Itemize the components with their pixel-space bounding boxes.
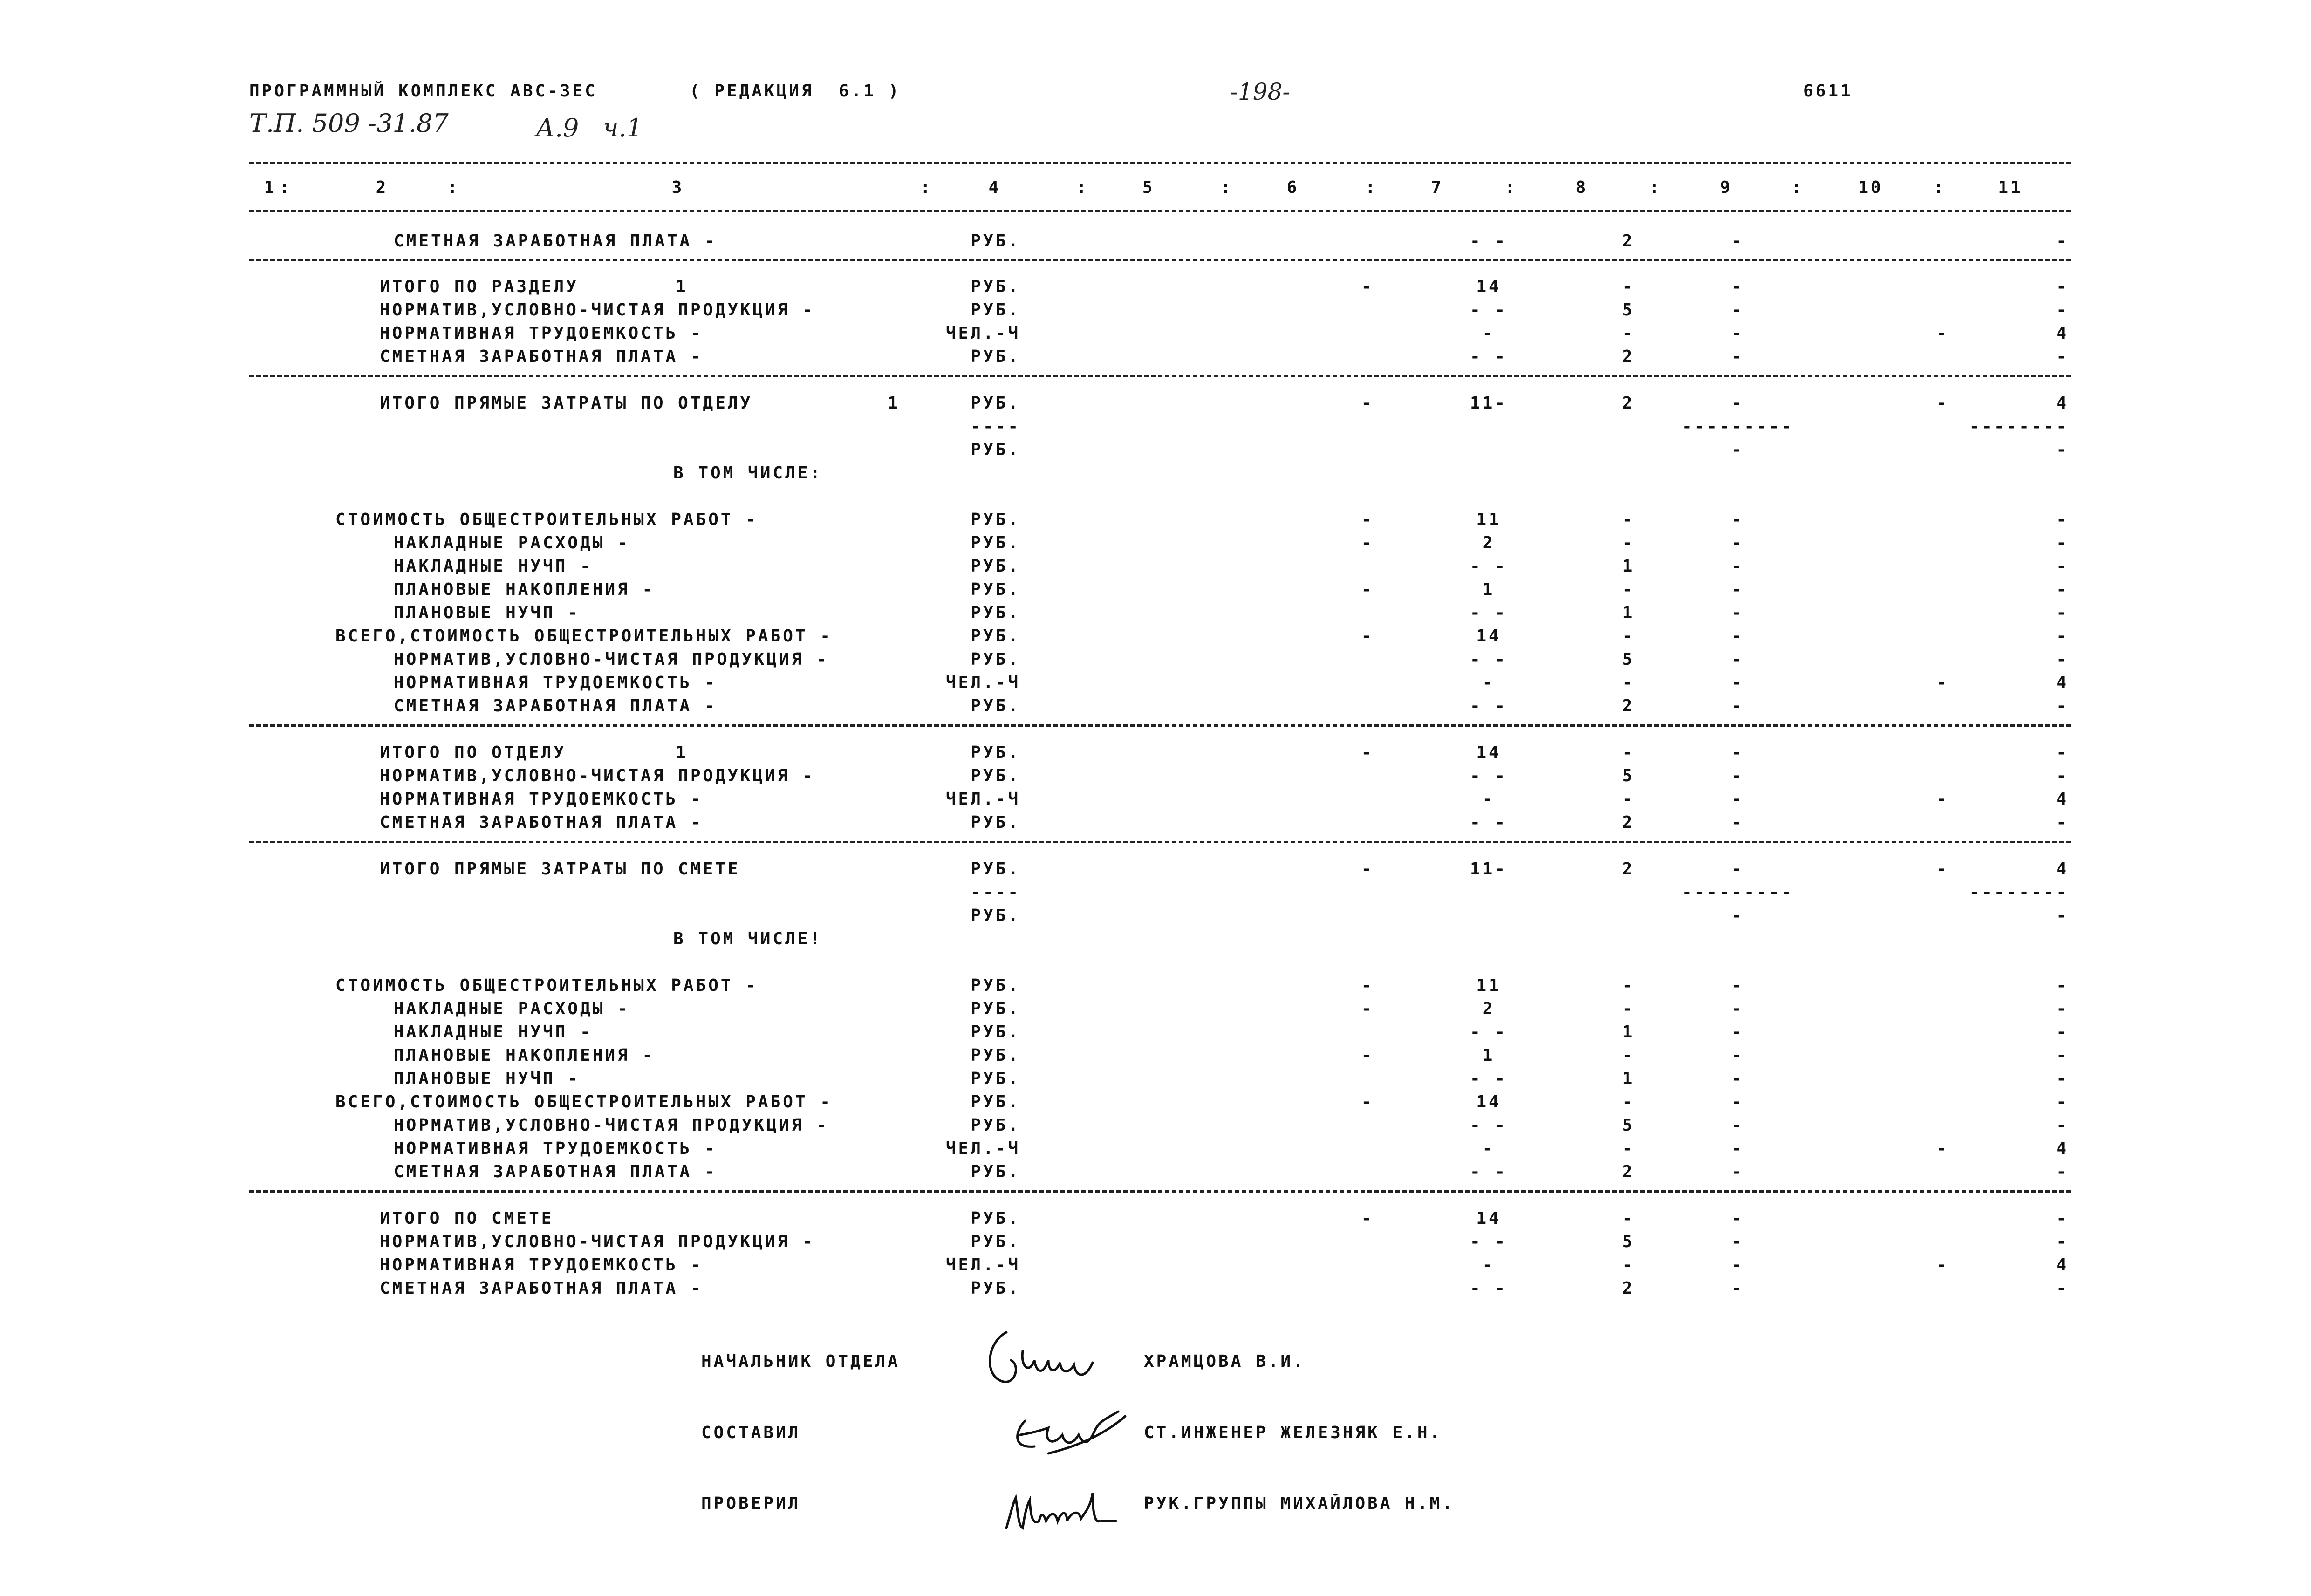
row-value-c10: - <box>1731 673 1744 692</box>
row-value-c9: - <box>1622 1139 1635 1158</box>
signature-name: РУК.ГРУППЫ МИХАЙЛОВА Н.М. <box>1144 1494 1455 1513</box>
row-value-c10: --------- <box>1682 883 1794 902</box>
row-value-c13: 4 <box>2056 1255 2069 1275</box>
row-value-c8: - - <box>1470 1162 1508 1181</box>
row-value-c8: - <box>1482 1255 1495 1275</box>
row-value-c7: - <box>1361 627 1374 646</box>
row-value-c10: - <box>1731 1255 1744 1275</box>
row-value-c10: - <box>1731 743 1744 762</box>
row-value-c10: - <box>1731 650 1744 669</box>
row-value-c10: - <box>1731 1279 1744 1298</box>
row-unit: РУБ. <box>971 1209 1020 1228</box>
row-unit: РУБ. <box>971 1069 1020 1088</box>
row-value-c10: - <box>1731 906 1744 925</box>
row-value-c8: - - <box>1470 696 1508 716</box>
row-label: НОРМАТИВНАЯ ТРУДОЕМКОСТЬ - <box>394 673 717 692</box>
row-label: СТОИМОСТЬ ОБЩЕСТРОИТЕЛЬНЫХ РАБОТ - <box>335 510 758 529</box>
row-label: НОРМАТИВ,УСЛОВНО-ЧИСТАЯ ПРОДУКЦИЯ - <box>394 650 829 669</box>
row-unit: РУБ. <box>971 1116 1020 1135</box>
row-unit: РУБ. <box>971 766 1020 785</box>
column-header: 7 <box>1431 178 1444 197</box>
row-value-c9: - <box>1622 1255 1635 1275</box>
row-value-c9: 2 <box>1622 859 1635 879</box>
row-value-c10: - <box>1731 1232 1744 1251</box>
row-value-c8: - - <box>1470 1023 1508 1042</box>
row-value-c8: - - <box>1470 650 1508 669</box>
row-value-c10: - <box>1731 1139 1744 1158</box>
row-label: ПЛАНОВЫЕ НУЧП - <box>394 1069 581 1088</box>
column-header: 4 <box>988 178 1001 197</box>
row-value-c13: - <box>2056 1092 2069 1112</box>
row-unit: РУБ. <box>971 440 1020 459</box>
row-value-c9: 1 <box>1622 1023 1635 1042</box>
row-value-c8: - - <box>1470 766 1508 785</box>
row-value-c10: - <box>1731 813 1744 832</box>
row-value-c8: 14 <box>1476 1092 1501 1112</box>
program-name: ПРОГРАММНЫЙ КОМПЛЕКС АВС-3ЕС <box>249 82 597 101</box>
row-label: ПЛАНОВЫЕ НАКОПЛЕНИЯ - <box>394 580 655 599</box>
row-unit: РУБ. <box>971 533 1020 552</box>
row-value-c7: - <box>1361 1092 1374 1112</box>
row-value-c13: - <box>2056 1279 2069 1298</box>
row-value-c13: 4 <box>2056 1139 2069 1158</box>
row-unit: РУБ. <box>971 1232 1020 1251</box>
column-header: 5 <box>1142 178 1155 197</box>
row-value-c8: 2 <box>1482 999 1495 1018</box>
row-label: ИТОГО ПО РАЗДЕЛУ <box>380 277 579 296</box>
row-value-c13: 4 <box>2056 673 2069 692</box>
row-value-c7: - <box>1361 277 1374 296</box>
row-unit: РУБ. <box>971 300 1020 320</box>
row-value-c8: 11- <box>1470 859 1508 879</box>
row-value-c13: 4 <box>2056 859 2069 879</box>
signature-compiler <box>1006 1402 1132 1463</box>
section-separator <box>249 375 2071 377</box>
row-unit: РУБ. <box>971 580 1020 599</box>
row-value-c13: - <box>2056 906 2069 925</box>
row-value-c10: - <box>1731 1069 1744 1088</box>
row-unit: РУБ. <box>971 277 1020 296</box>
row-value-c10: - <box>1731 1209 1744 1228</box>
row-value-c8: - <box>1482 673 1495 692</box>
row-value-c10: - <box>1731 533 1744 552</box>
row-value-c13: - <box>2056 277 2069 296</box>
row-value-c13: - <box>2056 766 2069 785</box>
row-value-c9: - <box>1622 976 1635 995</box>
row-value-c13: - <box>2056 347 2069 366</box>
row-value-c10: --------- <box>1682 417 1794 436</box>
signature-role: ПРОВЕРИЛ <box>701 1494 801 1513</box>
signature-head-of-department <box>978 1323 1100 1393</box>
row-value-c13: - <box>2056 300 2069 320</box>
column-header: 8 <box>1575 178 1588 197</box>
row-value-c13: - <box>2056 557 2069 576</box>
row-value-c8: - <box>1482 790 1495 809</box>
row-value-c9: 5 <box>1622 766 1635 785</box>
row-label: НОРМАТИВНАЯ ТРУДОЕМКОСТЬ - <box>394 1139 717 1158</box>
row-unit: РУБ. <box>971 859 1020 879</box>
row-value-c10: - <box>1731 1046 1744 1065</box>
row-value-c9: - <box>1622 533 1635 552</box>
row-value-c13: - <box>2056 232 2069 251</box>
row-value-c12: - <box>1936 790 1949 809</box>
row-value-c8: 14 <box>1476 277 1501 296</box>
row-value-c9: 5 <box>1622 650 1635 669</box>
row-value-c9: 5 <box>1622 1116 1635 1135</box>
row-section-number: 1 <box>888 394 900 413</box>
row-value-c9: 2 <box>1622 813 1635 832</box>
row-value-c9: - <box>1622 580 1635 599</box>
row-value-c10: - <box>1731 580 1744 599</box>
row-value-c13: - <box>2056 510 2069 529</box>
row-unit: ЧЕЛ.-Ч <box>945 673 1020 692</box>
row-value-c13: - <box>2056 1232 2069 1251</box>
row-value-c10: - <box>1731 557 1744 576</box>
row-section-number: 1 <box>676 277 688 296</box>
row-value-c8: 14 <box>1476 627 1501 646</box>
row-unit: РУБ. <box>971 1162 1020 1181</box>
row-label: В ТОМ ЧИСЛЕ: <box>673 464 823 483</box>
row-label: ИТОГО ПО СМЕТЕ <box>380 1209 554 1228</box>
row-value-c8: - - <box>1470 232 1508 251</box>
row-value-c13: -------- <box>1969 417 2069 436</box>
row-value-c7: - <box>1361 510 1374 529</box>
row-value-c9: - <box>1622 1209 1635 1228</box>
row-value-c13: -------- <box>1969 883 2069 902</box>
row-value-c8: - - <box>1470 347 1508 366</box>
row-value-c12: - <box>1936 1255 1949 1275</box>
row-value-c7: - <box>1361 976 1374 995</box>
row-value-c7: - <box>1361 1046 1374 1065</box>
row-value-c7: - <box>1361 580 1374 599</box>
row-value-c13: - <box>2056 1209 2069 1228</box>
row-value-c13: 4 <box>2056 394 2069 413</box>
row-value-c9: 2 <box>1622 232 1635 251</box>
row-value-c9: 1 <box>1622 557 1635 576</box>
header-bottom-rule <box>249 210 2071 212</box>
row-value-c10: - <box>1731 1162 1744 1181</box>
row-label: СТОИМОСТЬ ОБЩЕСТРОИТЕЛЬНЫХ РАБОТ - <box>335 976 758 995</box>
row-value-c13: - <box>2056 627 2069 646</box>
row-unit: РУБ. <box>971 557 1020 576</box>
row-value-c9: 2 <box>1622 1279 1635 1298</box>
row-value-c10: - <box>1731 790 1744 809</box>
row-value-c10: - <box>1731 696 1744 716</box>
row-label: НОРМАТИВ,УСЛОВНО-ЧИСТАЯ ПРОДУКЦИЯ - <box>394 1116 829 1135</box>
row-value-c10: - <box>1731 277 1744 296</box>
row-value-c10: - <box>1731 300 1744 320</box>
row-value-c10: - <box>1731 766 1744 785</box>
row-value-c12: - <box>1936 1139 1949 1158</box>
row-value-c13: 4 <box>2056 790 2069 809</box>
edition-label: ( РЕДАКЦИЯ 6.1 ) <box>690 82 901 101</box>
signature-name: СТ.ИНЖЕНЕР ЖЕЛЕЗНЯК Е.Н. <box>1144 1423 1443 1442</box>
row-value-c13: - <box>2056 976 2069 995</box>
row-value-c8: - <box>1482 324 1495 343</box>
section-separator <box>249 1190 2071 1193</box>
row-value-c10: - <box>1731 232 1744 251</box>
section-separator <box>249 724 2071 727</box>
row-value-c7: - <box>1361 533 1374 552</box>
row-value-c10: - <box>1731 627 1744 646</box>
row-unit: РУБ. <box>971 510 1020 529</box>
row-value-c10: - <box>1731 347 1744 366</box>
row-label: ПЛАНОВЫЕ НАКОПЛЕНИЯ - <box>394 1046 655 1065</box>
column-header: 3 <box>671 178 684 197</box>
row-value-c10: - <box>1731 603 1744 622</box>
row-value-c9: - <box>1622 1046 1635 1065</box>
row-value-c9: - <box>1622 999 1635 1018</box>
row-label: В ТОМ ЧИСЛЕ! <box>673 929 823 948</box>
row-value-c8: - - <box>1470 1116 1508 1135</box>
row-label: НОРМАТИВНАЯ ТРУДОЕМКОСТЬ - <box>380 790 703 809</box>
row-value-c9: - <box>1622 673 1635 692</box>
row-label: НОРМАТИВ,УСЛОВНО-ЧИСТАЯ ПРОДУКЦИЯ - <box>380 1232 815 1251</box>
row-value-c7: - <box>1361 859 1374 879</box>
handwritten-reference: Т.П. 509 -31.87 <box>249 109 449 138</box>
signature-name: ХРАМЦОВА В.И. <box>1144 1352 1306 1371</box>
row-value-c8: 2 <box>1482 533 1495 552</box>
signature-checker <box>997 1484 1118 1540</box>
column-header: 10 <box>1858 178 1883 197</box>
row-value-c8: 11- <box>1470 394 1508 413</box>
table-top-rule <box>249 162 2071 164</box>
row-value-c9: - <box>1622 324 1635 343</box>
row-value-c9: 1 <box>1622 603 1635 622</box>
row-value-c13: - <box>2056 1069 2069 1088</box>
row-unit: РУБ. <box>971 603 1020 622</box>
row-value-c9: 5 <box>1622 1232 1635 1251</box>
row-label: ИТОГО ПРЯМЫЕ ЗАТРАТЫ ПО ОТДЕЛУ <box>380 394 753 413</box>
row-unit: РУБ. <box>971 743 1020 762</box>
row-value-c13: - <box>2056 440 2069 459</box>
row-unit: ЧЕЛ.-Ч <box>945 1139 1020 1158</box>
row-label: НОРМАТИВНАЯ ТРУДОЕМКОСТЬ - <box>380 1255 703 1275</box>
row-value-c8: - - <box>1470 300 1508 320</box>
row-value-c7: - <box>1361 1209 1374 1228</box>
row-unit: РУБ. <box>971 906 1020 925</box>
signature-role: СОСТАВИЛ <box>701 1423 801 1442</box>
row-value-c12: - <box>1936 859 1949 879</box>
row-value-c8: 14 <box>1476 743 1501 762</box>
row-label: СМЕТНАЯ ЗАРАБОТНАЯ ПЛАТА - <box>394 1162 717 1181</box>
row-unit: РУБ. <box>971 1046 1020 1065</box>
row-value-c9: - <box>1622 510 1635 529</box>
row-section-number: 1 <box>676 743 688 762</box>
row-label: НАКЛАДНЫЕ НУЧП - <box>394 1023 593 1042</box>
row-label: СМЕТНАЯ ЗАРАБОТНАЯ ПЛАТА - <box>380 1279 703 1298</box>
document-code: 6611 <box>1803 82 1853 101</box>
row-value-c13: - <box>2056 603 2069 622</box>
row-value-c10: - <box>1731 1092 1744 1112</box>
row-label: НАКЛАДНЫЕ НУЧП - <box>394 557 593 576</box>
row-value-c9: - <box>1622 743 1635 762</box>
row-value-c8: - - <box>1470 813 1508 832</box>
row-value-c10: - <box>1731 394 1744 413</box>
column-header: 2 <box>376 178 389 197</box>
row-unit: РУБ. <box>971 1279 1020 1298</box>
row-value-c13: - <box>2056 1046 2069 1065</box>
row-value-c8: 14 <box>1476 1209 1501 1228</box>
row-value-c9: - <box>1622 790 1635 809</box>
row-unit: РУБ. <box>971 347 1020 366</box>
row-unit: ---- <box>971 883 1020 902</box>
row-value-c13: - <box>2056 580 2069 599</box>
row-label: НАКЛАДНЫЕ РАСХОДЫ - <box>394 999 630 1018</box>
row-value-c9: 2 <box>1622 347 1635 366</box>
handwritten-album: А.9 ч.1 <box>536 113 643 143</box>
row-unit: РУБ. <box>971 627 1020 646</box>
row-label: СМЕТНАЯ ЗАРАБОТНАЯ ПЛАТА - <box>380 347 703 366</box>
row-label: НОРМАТИВ,УСЛОВНО-ЧИСТАЯ ПРОДУКЦИЯ - <box>380 766 815 785</box>
row-value-c9: - <box>1622 627 1635 646</box>
row-label: СМЕТНАЯ ЗАРАБОТНАЯ ПЛАТА - <box>394 232 717 251</box>
section-separator <box>249 259 2071 261</box>
column-header: 6 <box>1286 178 1299 197</box>
row-value-c10: - <box>1731 999 1744 1018</box>
row-label: ИТОГО ПО ОТДЕЛУ <box>380 743 567 762</box>
row-value-c13: - <box>2056 533 2069 552</box>
row-value-c12: - <box>1936 394 1949 413</box>
column-header: 11 <box>1998 178 2023 197</box>
row-value-c12: - <box>1936 673 1949 692</box>
row-value-c8: - - <box>1470 1232 1508 1251</box>
row-value-c8: - <box>1482 1139 1495 1158</box>
row-label: СМЕТНАЯ ЗАРАБОТНАЯ ПЛАТА - <box>380 813 703 832</box>
row-label: ВСЕГО,СТОИМОСТЬ ОБЩЕСТРОИТЕЛЬНЫХ РАБОТ - <box>335 627 833 646</box>
row-value-c7: - <box>1361 999 1374 1018</box>
column-header: 1 <box>264 178 277 197</box>
row-value-c13: - <box>2056 1023 2069 1042</box>
signature-role: НАЧАЛЬНИК ОТДЕЛА <box>701 1352 900 1371</box>
row-value-c13: 4 <box>2056 324 2069 343</box>
row-value-c9: 2 <box>1622 394 1635 413</box>
row-value-c7: - <box>1361 394 1374 413</box>
row-value-c7: - <box>1361 743 1374 762</box>
row-value-c8: - - <box>1470 1069 1508 1088</box>
section-separator <box>249 841 2071 843</box>
row-value-c9: 5 <box>1622 300 1635 320</box>
row-unit: ЧЕЛ.-Ч <box>945 1255 1020 1275</box>
row-unit: ---- <box>971 417 1020 436</box>
page-number: -198- <box>1230 78 1291 105</box>
row-unit: РУБ. <box>971 976 1020 995</box>
row-value-c9: - <box>1622 277 1635 296</box>
row-label: НОРМАТИВ,УСЛОВНО-ЧИСТАЯ ПРОДУКЦИЯ - <box>380 300 815 320</box>
row-unit: РУБ. <box>971 1023 1020 1042</box>
row-unit: РУБ. <box>971 232 1020 251</box>
row-label: СМЕТНАЯ ЗАРАБОТНАЯ ПЛАТА - <box>394 696 717 716</box>
row-value-c13: - <box>2056 696 2069 716</box>
row-value-c10: - <box>1731 859 1744 879</box>
row-value-c13: - <box>2056 1162 2069 1181</box>
row-unit: РУБ. <box>971 696 1020 716</box>
row-value-c10: - <box>1731 1023 1744 1042</box>
row-value-c10: - <box>1731 324 1744 343</box>
row-value-c9: 2 <box>1622 696 1635 716</box>
row-unit: РУБ. <box>971 999 1020 1018</box>
row-value-c10: - <box>1731 976 1744 995</box>
row-unit: РУБ. <box>971 813 1020 832</box>
row-label: НОРМАТИВНАЯ ТРУДОЕМКОСТЬ - <box>380 324 703 343</box>
column-header: 9 <box>1720 178 1733 197</box>
row-value-c13: - <box>2056 999 2069 1018</box>
row-value-c8: - - <box>1470 1279 1508 1298</box>
row-value-c9: - <box>1622 1092 1635 1112</box>
row-value-c13: - <box>2056 743 2069 762</box>
row-unit: РУБ. <box>971 650 1020 669</box>
row-label: ИТОГО ПРЯМЫЕ ЗАТРАТЫ ПО СМЕТЕ <box>380 859 740 879</box>
row-value-c9: 1 <box>1622 1069 1635 1088</box>
row-unit: ЧЕЛ.-Ч <box>945 324 1020 343</box>
row-value-c10: - <box>1731 1116 1744 1135</box>
row-value-c13: - <box>2056 650 2069 669</box>
row-value-c10: - <box>1731 510 1744 529</box>
row-label: НАКЛАДНЫЕ РАСХОДЫ - <box>394 533 630 552</box>
row-value-c10: - <box>1731 440 1744 459</box>
row-label: ВСЕГО,СТОИМОСТЬ ОБЩЕСТРОИТЕЛЬНЫХ РАБОТ - <box>335 1092 833 1112</box>
row-value-c9: 2 <box>1622 1162 1635 1181</box>
row-value-c8: 1 <box>1482 580 1495 599</box>
row-unit: ЧЕЛ.-Ч <box>945 790 1020 809</box>
row-value-c8: 1 <box>1482 1046 1495 1065</box>
row-value-c13: - <box>2056 813 2069 832</box>
row-value-c8: - - <box>1470 603 1508 622</box>
row-unit: РУБ. <box>971 394 1020 413</box>
row-value-c8: 11 <box>1476 976 1501 995</box>
row-value-c8: - - <box>1470 557 1508 576</box>
row-unit: РУБ. <box>971 1092 1020 1112</box>
row-label: ПЛАНОВЫЕ НУЧП - <box>394 603 581 622</box>
row-value-c13: - <box>2056 1116 2069 1135</box>
row-value-c8: 11 <box>1476 510 1501 529</box>
row-value-c12: - <box>1936 324 1949 343</box>
